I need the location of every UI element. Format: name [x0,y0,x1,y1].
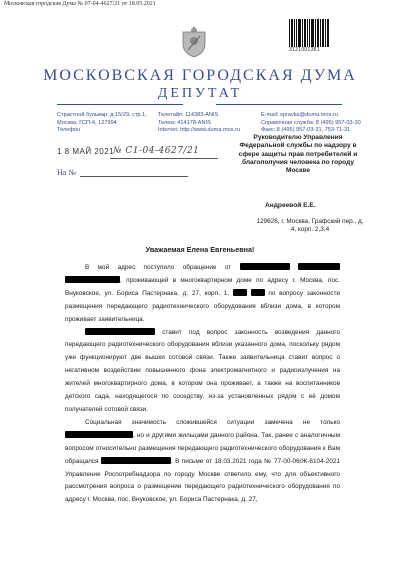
paragraph-text: проживающей в многоквартирном доме по адресу г. Москва, пос. Внуковское, ул. Бориса Пастернака, д. 27, корп. 1, [65,276,340,297]
organization-subname: ДЕПУТАТ [157,86,243,101]
contact-teletype [158,112,258,135]
contact-address [57,112,152,135]
redaction [298,263,340,270]
paragraph-text: ставит под вопрос законность возведения данного передающего радиотехнического оборудования вблизи указанного дома, поскольку рядом уже функционируют две вышки сотовой связи. Также заявительница ставит вопрос о негативном воздействии повышенного фона электромагнитного и радиоизлучения на жителей многоквартирного дома, в котором она проживает, а также на воспитанников детского сада, находящегося по соседству, из-за установленных рядом с её домом получателей сотовой связи. [65,328,341,413]
redaction [240,263,290,270]
registration-number: № С1-04-4627/21 [113,146,200,156]
salutation: Уважаемая Елена Евгеньевна! [145,245,255,254]
contact-line: Факс: 8 (495) 957-03-31, 753-71-31 [261,127,351,134]
redaction [251,289,265,296]
paragraph-text: но и другими жильцами данного района. Так, ранее с аналогичным вопросом относительно размещения передающего радиотехнического оборудования к Вам обращался [65,431,340,465]
recipient-name: Андреевой Е.Е. [265,202,316,209]
redaction [233,289,247,296]
contact-line: Internet: http://www.duma.mos.ru [158,127,241,134]
paragraph-text: по вопросу законности размещения передающего радиотехнического оборудования вблизи дома, в котором проживает заявительница. [65,289,340,323]
paragraph: В мой адрес поступило обращение от , проживающей в многоквартирном доме по адресу г. Москва, пос. Внуковское, ул. Бориса Пастернака, д. 27, корп. 1, по вопросу законности размещения передающего радиотехнического оборудования вблизи дома, в котором проживает заявительница. [65,264,340,323]
contact-line: Страстной бульвар, д.15/29, стр.1, [57,112,147,118]
paragraph: Социальная значимость сложившейся ситуации замечена не только , но и другими жильцами данного района. Так, ранее с аналогичным вопросом относительно размещения передающего радиотехнического оборудования к Вам обращался . В письме от 18.03.2021 года № 77-00-06/Ж-6104-2021 Управление Роспотребнадзора по городу Москве ответило ему, что для объективного рассмотрения вопроса о размещении передающего радиотехнического оборудования по адресу г. Москва, пос. Внуковское, ул. Бориса Пастернака, д. 27, [65,418,340,504]
reference-number-underline [80,176,188,177]
recipient-title: Руководителю Управления Федеральной службы по надзору в сфере защиты прав потребителей и благополучия человека по городу Москве [238,134,358,175]
contact-line: Справочная служба: 8 (495) 957-03-30 [261,119,361,126]
header-divider-right [216,104,342,105]
registration-date-stamp: 1 8 МАЙ 2021 [57,147,115,156]
redaction [65,431,133,438]
paragraph-text: В письме от 18.03.2021 года № 77-00-06/Ж-6104-2021 Управление Роспотребнадзора по городу Москве ответило ему, что для объективного рассмотрения вопроса о размещении передающего радиотехнического оборудования по адресу г. Москва, пос. Внуковское, ул. Бориса Пастернака, д. 27, [65,457,340,504]
contact-line: E-mail: spravka@duma.mos.ru [261,112,338,118]
letter-body [65,262,340,507]
organization-name: МОСКОВСКАЯ ГОРОДСКАЯ ДУМА [43,67,357,84]
paragraph [65,327,340,417]
paragraph-text: Социальная значимость сложившейся ситуации замечена не только [85,418,340,426]
redaction [101,457,171,464]
header-divider-left [57,104,183,105]
reference-number-label: На № [57,168,76,177]
contact-line: Телетайп: 114383-ANIS [158,112,219,118]
paragraph-text: В мой адрес поступило обращение от [85,264,232,271]
barcode-number: 3121001381 [289,47,320,53]
recipient-address: 129626, г. Москва, Графский пер., д. 4, корп. 2,3,4 [256,218,364,234]
redaction [85,328,155,335]
moscow-coat-of-arms-icon [180,24,208,58]
redaction [65,276,120,283]
contact-email [261,112,381,135]
contact-line: Москва, ГСП-4, 127994 [57,119,117,126]
document-header-meta: Московская городская Дума № 07-04-4627/21 от 18.05.2021 [4,1,156,7]
contact-line: Телекс 414178-ANIS [158,119,211,126]
contact-line: Телефон [57,127,81,134]
barcode [289,19,329,47]
registration-underline [110,158,218,159]
